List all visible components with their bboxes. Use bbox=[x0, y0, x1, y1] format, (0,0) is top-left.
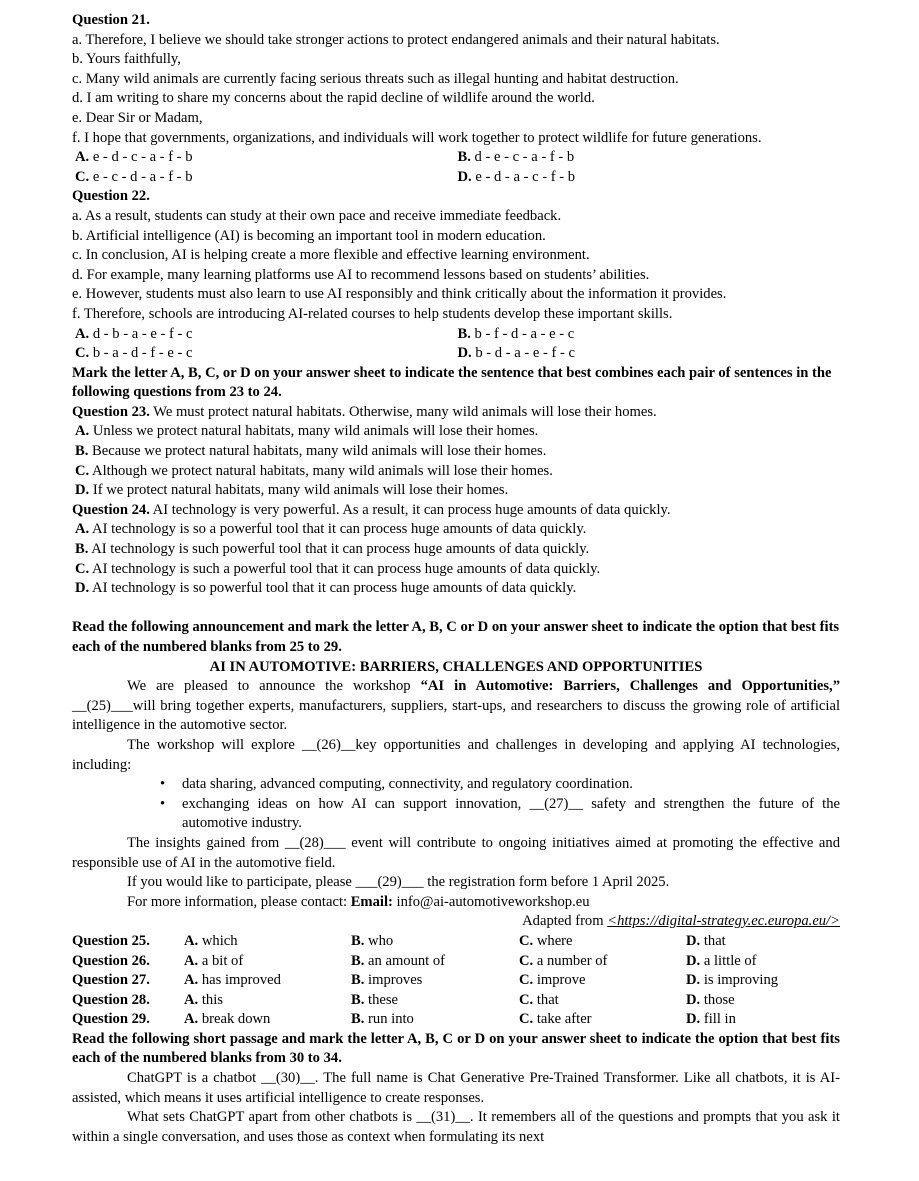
q21-line-c: c. Many wild animals are currently facing serious threats such as illegal hunting and habitat destruction. bbox=[72, 70, 679, 87]
q21-line-f: f. I hope that governments, organizations, and individuals will work together to protect wildlife for future generations. bbox=[72, 129, 762, 146]
q28-label: Question 28. bbox=[72, 991, 150, 1008]
bullet-item-2: • exchanging ideas on how AI can support innovation, __(27)__ safety and strengthen the future of the automotive industry. bbox=[160, 795, 840, 832]
q22-line-e: e. However, students must also learn to use AI responsibly and think critically about the information it provides. bbox=[72, 286, 727, 303]
q24-stem: Question 24. AI technology is very powerful. As a result, it can process huge amounts of data quickly. bbox=[72, 501, 671, 518]
instruction-23-24: Mark the letter A, B, C, or D on your answer sheet to indicate the sentence that best combines each pair of sentences in the following questions from 23 to 24. bbox=[72, 364, 832, 401]
q25-option-d[interactable]: D. that bbox=[686, 932, 726, 949]
q22-line-f: f. Therefore, schools are introducing AI-related courses to help students develop these important skills. bbox=[72, 305, 673, 322]
q28-option-c[interactable]: C. that bbox=[519, 991, 559, 1008]
q22-line-d: d. For example, many learning platforms use AI to recommend lessons based on students’ abilities. bbox=[72, 266, 650, 283]
q29-option-d[interactable]: D. fill in bbox=[686, 1011, 736, 1028]
announcement-source: Adapted from <https://digital-strategy.ec.europa.eu/> bbox=[522, 913, 840, 930]
questions-25-29 bbox=[72, 932, 840, 1030]
announcement-p1: We are pleased to announce the workshop “AI in Automotive: Barriers, Challenges and Opportunities,” __(25)___will bring together experts, manufacturers, suppliers, start-ups, and researchers to discuss the growing role of artificial intelligence in the automotive sector. bbox=[72, 678, 840, 734]
q22-option-a[interactable]: A. d - b - a - e - f - c bbox=[75, 325, 193, 342]
bullet-icon: • bbox=[160, 795, 166, 812]
instruction-25-29: Read the following announcement and mark the letter A, B, C or D on your answer sheet to indicate the option that best fits each of the numbered blanks from 25 to 29. bbox=[72, 619, 840, 655]
announcement-heading: AI IN AUTOMOTIVE: BARRIERS, CHALLENGES AND OPPORTUNITIES bbox=[209, 658, 703, 675]
q28-option-d[interactable]: D. those bbox=[686, 991, 735, 1008]
q24-option-c[interactable]: C. AI technology is such a powerful tool that it can process huge amounts of data quickly. bbox=[75, 560, 601, 577]
q26-option-d[interactable]: D. a little of bbox=[686, 952, 757, 969]
q28-option-a[interactable]: A. this bbox=[184, 991, 223, 1008]
q23-option-d[interactable]: D. If we protect natural habitats, many wild animals will lose their homes. bbox=[75, 482, 509, 499]
announcement-p5: For more information, please contact: Email: info@ai-automotiveworkshop.eu bbox=[127, 893, 590, 910]
q23-option-a[interactable]: A. Unless we protect natural habitats, many wild animals will lose their homes. bbox=[75, 423, 539, 440]
q26-label: Question 26. bbox=[72, 952, 150, 969]
q26-option-b[interactable]: B. an amount of bbox=[351, 952, 446, 969]
passage-p1: ChatGPT is a chatbot __(30)__. The full name is Chat Generative Pre-Trained Transformer. Like all chatbots, it is AI-assisted, which means it uses artificial intelligence to create responses. bbox=[72, 1070, 840, 1106]
q29-option-c[interactable]: C. take after bbox=[519, 1011, 592, 1028]
q27-label: Question 27. bbox=[72, 972, 150, 989]
question-21 bbox=[72, 11, 840, 187]
q21-line-b: b. Yours faithfully, bbox=[72, 51, 181, 68]
q24-option-d[interactable]: D. AI technology is so powerful tool that it can process huge amounts of data quickly. bbox=[75, 580, 577, 597]
q21-line-d: d. I am writing to share my concerns about the rapid decline of wildlife around the world. bbox=[72, 90, 595, 107]
question-21-title: Question 21. bbox=[72, 12, 150, 28]
q23-option-b[interactable]: B. Because we protect natural habitats, many wild animals will lose their homes. bbox=[75, 443, 547, 460]
q28-option-b[interactable]: B. these bbox=[351, 991, 399, 1008]
q29-option-a[interactable]: A. break down bbox=[184, 1011, 271, 1028]
q22-option-d[interactable]: D. b - d - a - e - f - c bbox=[457, 345, 576, 362]
q29-option-b[interactable]: B. run into bbox=[351, 1011, 414, 1028]
q21-line-e: e. Dear Sir or Madam, bbox=[72, 109, 203, 126]
q22-option-c[interactable]: C. b - a - d - f - e - c bbox=[75, 345, 193, 362]
chatgpt-passage bbox=[72, 1069, 840, 1147]
q24-option-b[interactable]: B. AI technology is such powerful tool that it can process huge amounts of data quickly. bbox=[75, 541, 590, 558]
q21-option-d[interactable]: D. e - d - a - c - f - b bbox=[457, 168, 576, 185]
q29-label: Question 29. bbox=[72, 1011, 150, 1028]
q27-option-b[interactable]: B. improves bbox=[351, 972, 423, 989]
instruction-30-34: Read the following short passage and mark the letter A, B, C or D on your answer sheet to indicate the option that best fits each of the numbered blanks from 30 to 34. bbox=[72, 1030, 840, 1067]
q24-option-a[interactable]: A. AI technology is so a powerful tool that it can process huge amounts of data quickly. bbox=[75, 521, 587, 538]
q25-label: Question 25. bbox=[72, 932, 150, 949]
q25-option-b[interactable]: B. who bbox=[351, 932, 394, 949]
announcement-p3: The insights gained from __(28)___ event will contribute to ongoing initiatives aimed at promoting the effective and responsible use of AI in the automotive field. bbox=[72, 834, 840, 871]
source-link[interactable]: <https://digital-strategy.ec.europa.eu/> bbox=[607, 913, 840, 930]
q22-line-a: a. As a result, students can study at their own pace and receive immediate feedback. bbox=[72, 207, 562, 224]
q21-option-b[interactable]: B. d - e - c - a - f - b bbox=[457, 149, 575, 166]
q26-option-c[interactable]: C. a number of bbox=[519, 952, 608, 969]
bullet-icon: • bbox=[160, 776, 166, 793]
q25-option-c[interactable]: C. where bbox=[519, 932, 573, 949]
q22-line-b: b. Artificial intelligence (AI) is becoming an important tool in modern education. bbox=[72, 227, 546, 244]
q22-option-b[interactable]: B. b - f - d - a - e - c bbox=[457, 325, 575, 342]
q23-option-c[interactable]: C. Although we protect natural habitats, many wild animals will lose their homes. bbox=[75, 462, 553, 479]
q27-option-a[interactable]: A. has improved bbox=[184, 972, 281, 989]
bullet-item-1: • data sharing, advanced computing, connectivity, and regulatory coordination. bbox=[182, 775, 840, 795]
announcement-bullets bbox=[72, 775, 840, 834]
passage-p2: What sets ChatGPT apart from other chatbots is __(31)__. It remembers all of the questions and prompts that you ask it within a single conversation, and uses those as context when formulating its next bbox=[72, 1109, 840, 1145]
q25-option-a[interactable]: A. which bbox=[184, 932, 238, 949]
q22-line-c: c. In conclusion, AI is helping create a more flexible and effective learning environment. bbox=[72, 247, 590, 264]
question-24 bbox=[72, 501, 840, 599]
announcement bbox=[72, 658, 840, 932]
q27-option-c[interactable]: C. improve bbox=[519, 972, 586, 989]
question-22 bbox=[72, 187, 840, 363]
announcement-p4: If you would like to participate, please ___(29)___ the registration form before 1 April 2025. bbox=[127, 874, 670, 891]
q21-option-c[interactable]: C. e - c - d - a - f - b bbox=[75, 168, 193, 185]
announcement-p2: The workshop will explore __(26)__key opportunities and challenges in developing and applying AI technologies, including: bbox=[72, 736, 840, 773]
question-23 bbox=[72, 403, 840, 501]
question-22-title: Question 22. bbox=[72, 188, 150, 205]
q27-option-d[interactable]: D. is improving bbox=[686, 972, 779, 989]
blank-line bbox=[72, 599, 840, 619]
q26-option-a[interactable]: A. a bit of bbox=[184, 952, 244, 969]
q21-option-a[interactable]: A. e - d - c - a - f - b bbox=[75, 149, 193, 166]
q21-line-a: a. Therefore, I believe we should take stronger actions to protect endangered animals and their natural habitats. bbox=[72, 31, 720, 48]
q23-stem: Question 23. We must protect natural habitats. Otherwise, many wild animals will lose their homes. bbox=[72, 403, 657, 420]
